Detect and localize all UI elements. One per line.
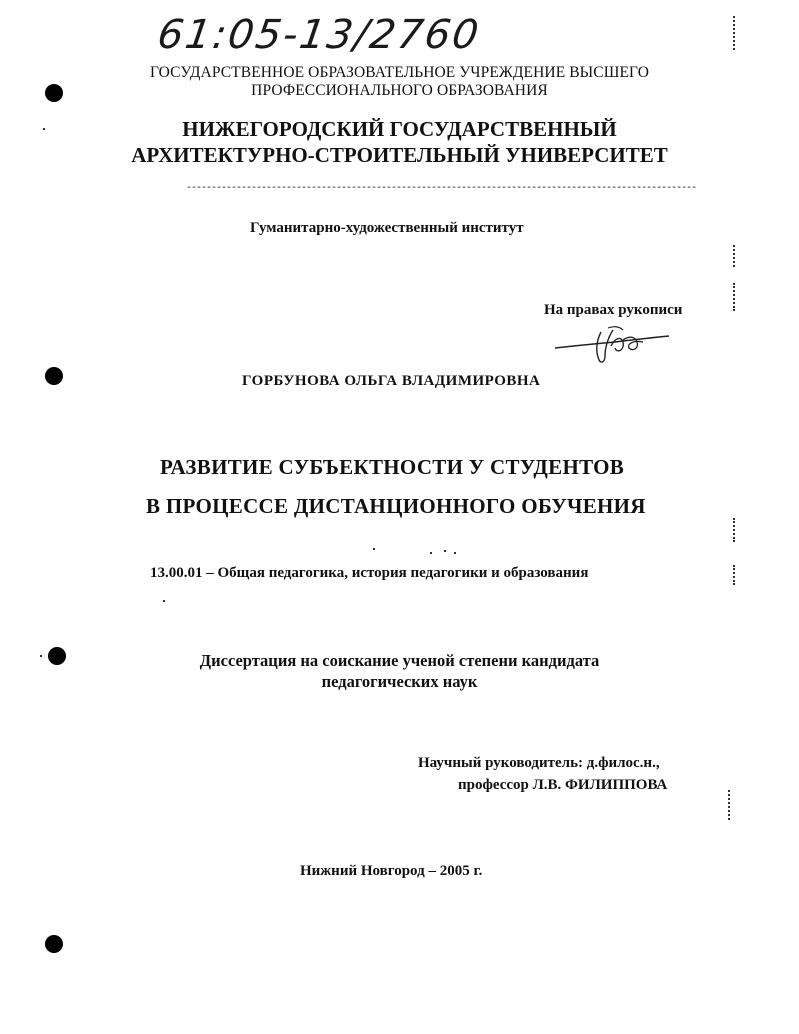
scan-speck <box>163 600 165 602</box>
scan-speck <box>430 552 432 554</box>
title-line-2: В ПРОЦЕССЕ ДИСТАНЦИОННОГО ОБУЧЕНИЯ <box>146 494 646 518</box>
dissertation-line-1: Диссертация на соискание ученой степени кандидата <box>199 651 600 670</box>
university-line-2: АРХИТЕКТУРНО-СТРОИТЕЛЬНЫЙ УНИВЕРСИТЕТ <box>131 143 668 167</box>
punch-hole-icon <box>45 84 63 102</box>
punch-hole-icon <box>48 647 66 665</box>
author-name: ГОРБУНОВА ОЛЬГА ВЛАДИМИРОВНА <box>242 373 541 389</box>
supervisor-line-1: Научный руководитель: д.филос.н., <box>418 755 660 771</box>
scan-speck <box>43 128 45 130</box>
dissertation-line-2: педагогических наук <box>321 672 478 691</box>
institution-line-1: ГОСУДАРСТВЕННОЕ ОБРАЗОВАТЕЛЬНОЕ УЧРЕЖДЕНИЕ ВЫСШЕГО <box>149 64 650 81</box>
scan-speck <box>373 548 375 550</box>
place-year: Нижний Новгород – 2005 г. <box>300 863 483 879</box>
scan-speck <box>444 550 446 552</box>
punch-hole-icon <box>45 367 63 385</box>
rights-note: На правах рукописи <box>544 302 683 318</box>
scan-edge-marks <box>733 16 737 50</box>
institute-name: Гуманитарно-художественный институт <box>250 220 524 236</box>
scan-edge-marks <box>733 518 737 542</box>
scan-speck <box>454 552 456 554</box>
specialty-code: 13.00.01 – Общая педагогика, история педагогики и образования <box>150 565 589 581</box>
punch-hole-icon <box>45 935 63 953</box>
supervisor-line-2: профессор Л.В. ФИЛИППОВА <box>458 777 668 793</box>
university-name <box>0 116 799 168</box>
scan-edge-marks <box>733 283 737 311</box>
scan-edge-marks <box>733 565 737 585</box>
dashed-divider: ------------------------------------------------------------------------------------------------------ <box>186 183 697 194</box>
signature-icon <box>553 324 673 370</box>
university-line-1: НИЖЕГОРОДСКИЙ ГОСУДАРСТВЕННЫЙ <box>182 117 617 141</box>
title-line-1: РАЗВИТИЕ СУБЪЕКТНОСТИ У СТУДЕНТОВ <box>160 455 625 479</box>
institution-name <box>0 64 799 100</box>
institution-line-2: ПРОФЕССИОНАЛЬНОГО ОБРАЗОВАНИЯ <box>251 82 548 99</box>
archive-code-handwritten: 61:05-13/2760 <box>154 12 484 58</box>
scan-edge-marks <box>733 245 737 267</box>
dissertation-degree <box>0 650 799 692</box>
scan-edge-marks <box>728 790 732 820</box>
scan-speck <box>40 655 42 657</box>
